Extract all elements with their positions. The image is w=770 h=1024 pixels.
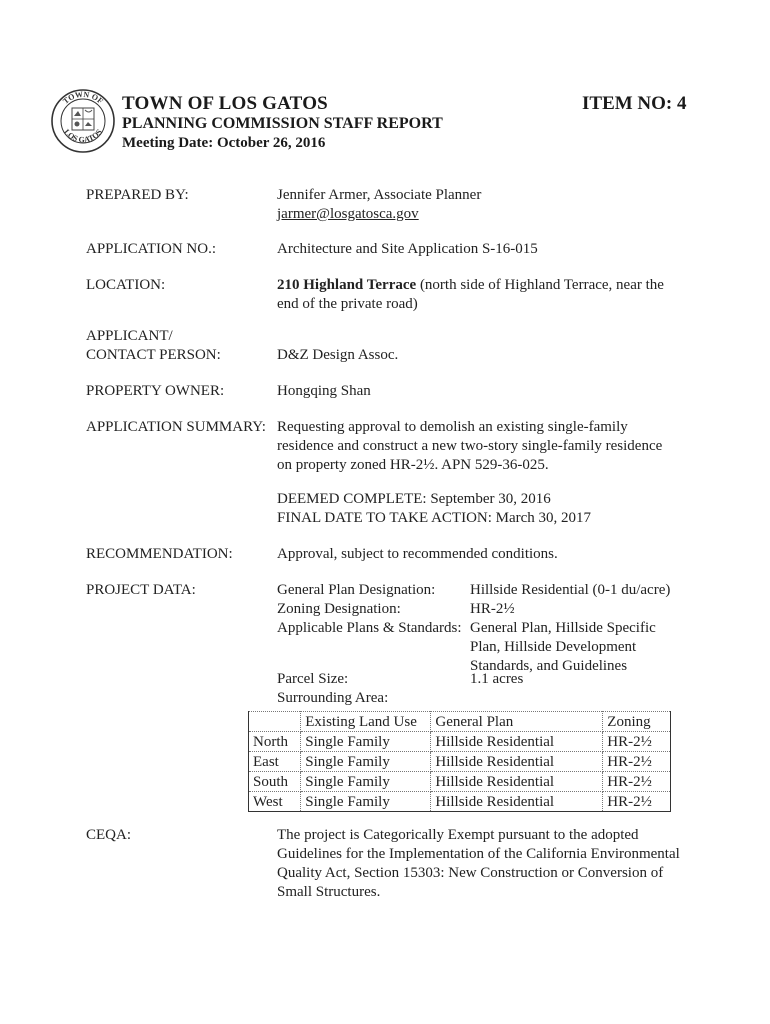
prepared-by-label: PREPARED BY: xyxy=(86,187,189,203)
general-plan-value: Hillside Residential (0-1 du/acre) xyxy=(470,582,671,598)
table-cell: Single Family xyxy=(301,792,431,812)
item-number: ITEM NO: 4 xyxy=(582,93,687,114)
parcel-size-value: 1.1 acres xyxy=(470,671,524,687)
recommendation-value: Approval, subject to recommended conditions. xyxy=(277,546,558,562)
application-summary-value: Requesting approval to demolish an existing single-family residence and construct a new two-story single-family residence on property zoned HR-2½. APN 529-36-025. xyxy=(277,419,663,473)
table-header-cell: Existing Land Use xyxy=(301,712,431,732)
location-address: 210 Highland Terrace xyxy=(277,277,417,293)
table-header-row xyxy=(249,712,671,732)
table-header-cell: General Plan xyxy=(431,712,603,732)
applicant-value: D&Z Design Assoc. xyxy=(277,347,399,363)
prepared-by-name: Jennifer Armer, Associate Planner xyxy=(277,187,482,203)
svg-text:TOWN OF: TOWN OF xyxy=(61,89,105,106)
table-cell: Hillside Residential xyxy=(431,772,603,792)
project-data-label: PROJECT DATA: xyxy=(86,582,196,598)
applicable-plans-label: Applicable Plans & Standards: xyxy=(277,620,462,636)
zoning-value: HR-2½ xyxy=(470,601,515,617)
table-cell: HR-2½ xyxy=(603,732,671,752)
applicant-label-line2: CONTACT PERSON: xyxy=(86,347,221,363)
report-type: PLANNING COMMISSION STAFF REPORT xyxy=(122,115,443,132)
table-cell: HR-2½ xyxy=(603,792,671,812)
table-cell: Single Family xyxy=(301,752,431,772)
table-row xyxy=(249,752,671,772)
property-owner-value: Hongqing Shan xyxy=(277,383,371,399)
meeting-date: Meeting Date: October 26, 2016 xyxy=(122,135,326,151)
table-row xyxy=(249,792,671,812)
location-detail: (north side of Highland Terrace, near the end of the private road) xyxy=(277,277,664,312)
general-plan-label: General Plan Designation: xyxy=(277,582,436,598)
ceqa-label: CEQA: xyxy=(86,827,131,843)
table-row xyxy=(249,772,671,792)
application-no-value: Architecture and Site Application S-16-015 xyxy=(277,241,538,257)
deemed-complete: DEEMED COMPLETE: September 30, 2016 xyxy=(277,491,551,507)
table-header-cell xyxy=(249,712,301,732)
town-name: TOWN OF LOS GATOS xyxy=(122,93,328,114)
location-value xyxy=(277,276,677,314)
zoning-label: Zoning Designation: xyxy=(277,601,401,617)
table-cell: Hillside Residential xyxy=(431,752,603,772)
table-cell: South xyxy=(249,772,301,792)
table-cell: Hillside Residential xyxy=(431,732,603,752)
table-cell: West xyxy=(249,792,301,812)
parcel-size-label: Parcel Size: xyxy=(277,671,349,687)
table-header-cell: Zoning xyxy=(603,712,671,732)
table-row xyxy=(249,732,671,752)
table-cell: North xyxy=(249,732,301,752)
final-date: FINAL DATE TO TAKE ACTION: March 30, 2017 xyxy=(277,510,592,526)
table-cell: East xyxy=(249,752,301,772)
town-seal-logo xyxy=(50,88,116,154)
prepared-by-email-link[interactable]: jarmer@losgatosca.gov xyxy=(277,206,419,222)
ceqa-value: The project is Categorically Exempt pursuant to the adopted Guidelines for the Implementation of the California Environmental Quality Act, Section 15303: New Construction or Conversion of Small Structures. xyxy=(277,827,680,900)
surrounding-area-label: Surrounding Area: xyxy=(277,690,389,706)
table-cell: HR-2½ xyxy=(603,752,671,772)
table-cell: Single Family xyxy=(301,772,431,792)
svg-text:LOS GATOS: LOS GATOS xyxy=(62,127,104,145)
recommendation-label: RECOMMENDATION: xyxy=(86,546,233,562)
surrounding-area-table xyxy=(248,711,671,812)
applicable-plans-value: General Plan, Hillside Specific Plan, Hillside Development Standards, and Guidelines xyxy=(470,620,656,674)
location-label: LOCATION: xyxy=(86,277,166,293)
application-no-label: APPLICATION NO.: xyxy=(86,241,217,257)
applicant-label-line1: APPLICANT/ xyxy=(86,328,173,344)
table-cell: Single Family xyxy=(301,732,431,752)
table-cell: HR-2½ xyxy=(603,772,671,792)
property-owner-label: PROPERTY OWNER: xyxy=(86,383,225,399)
application-summary-label: APPLICATION SUMMARY: xyxy=(86,419,266,435)
table-cell: Hillside Residential xyxy=(431,792,603,812)
